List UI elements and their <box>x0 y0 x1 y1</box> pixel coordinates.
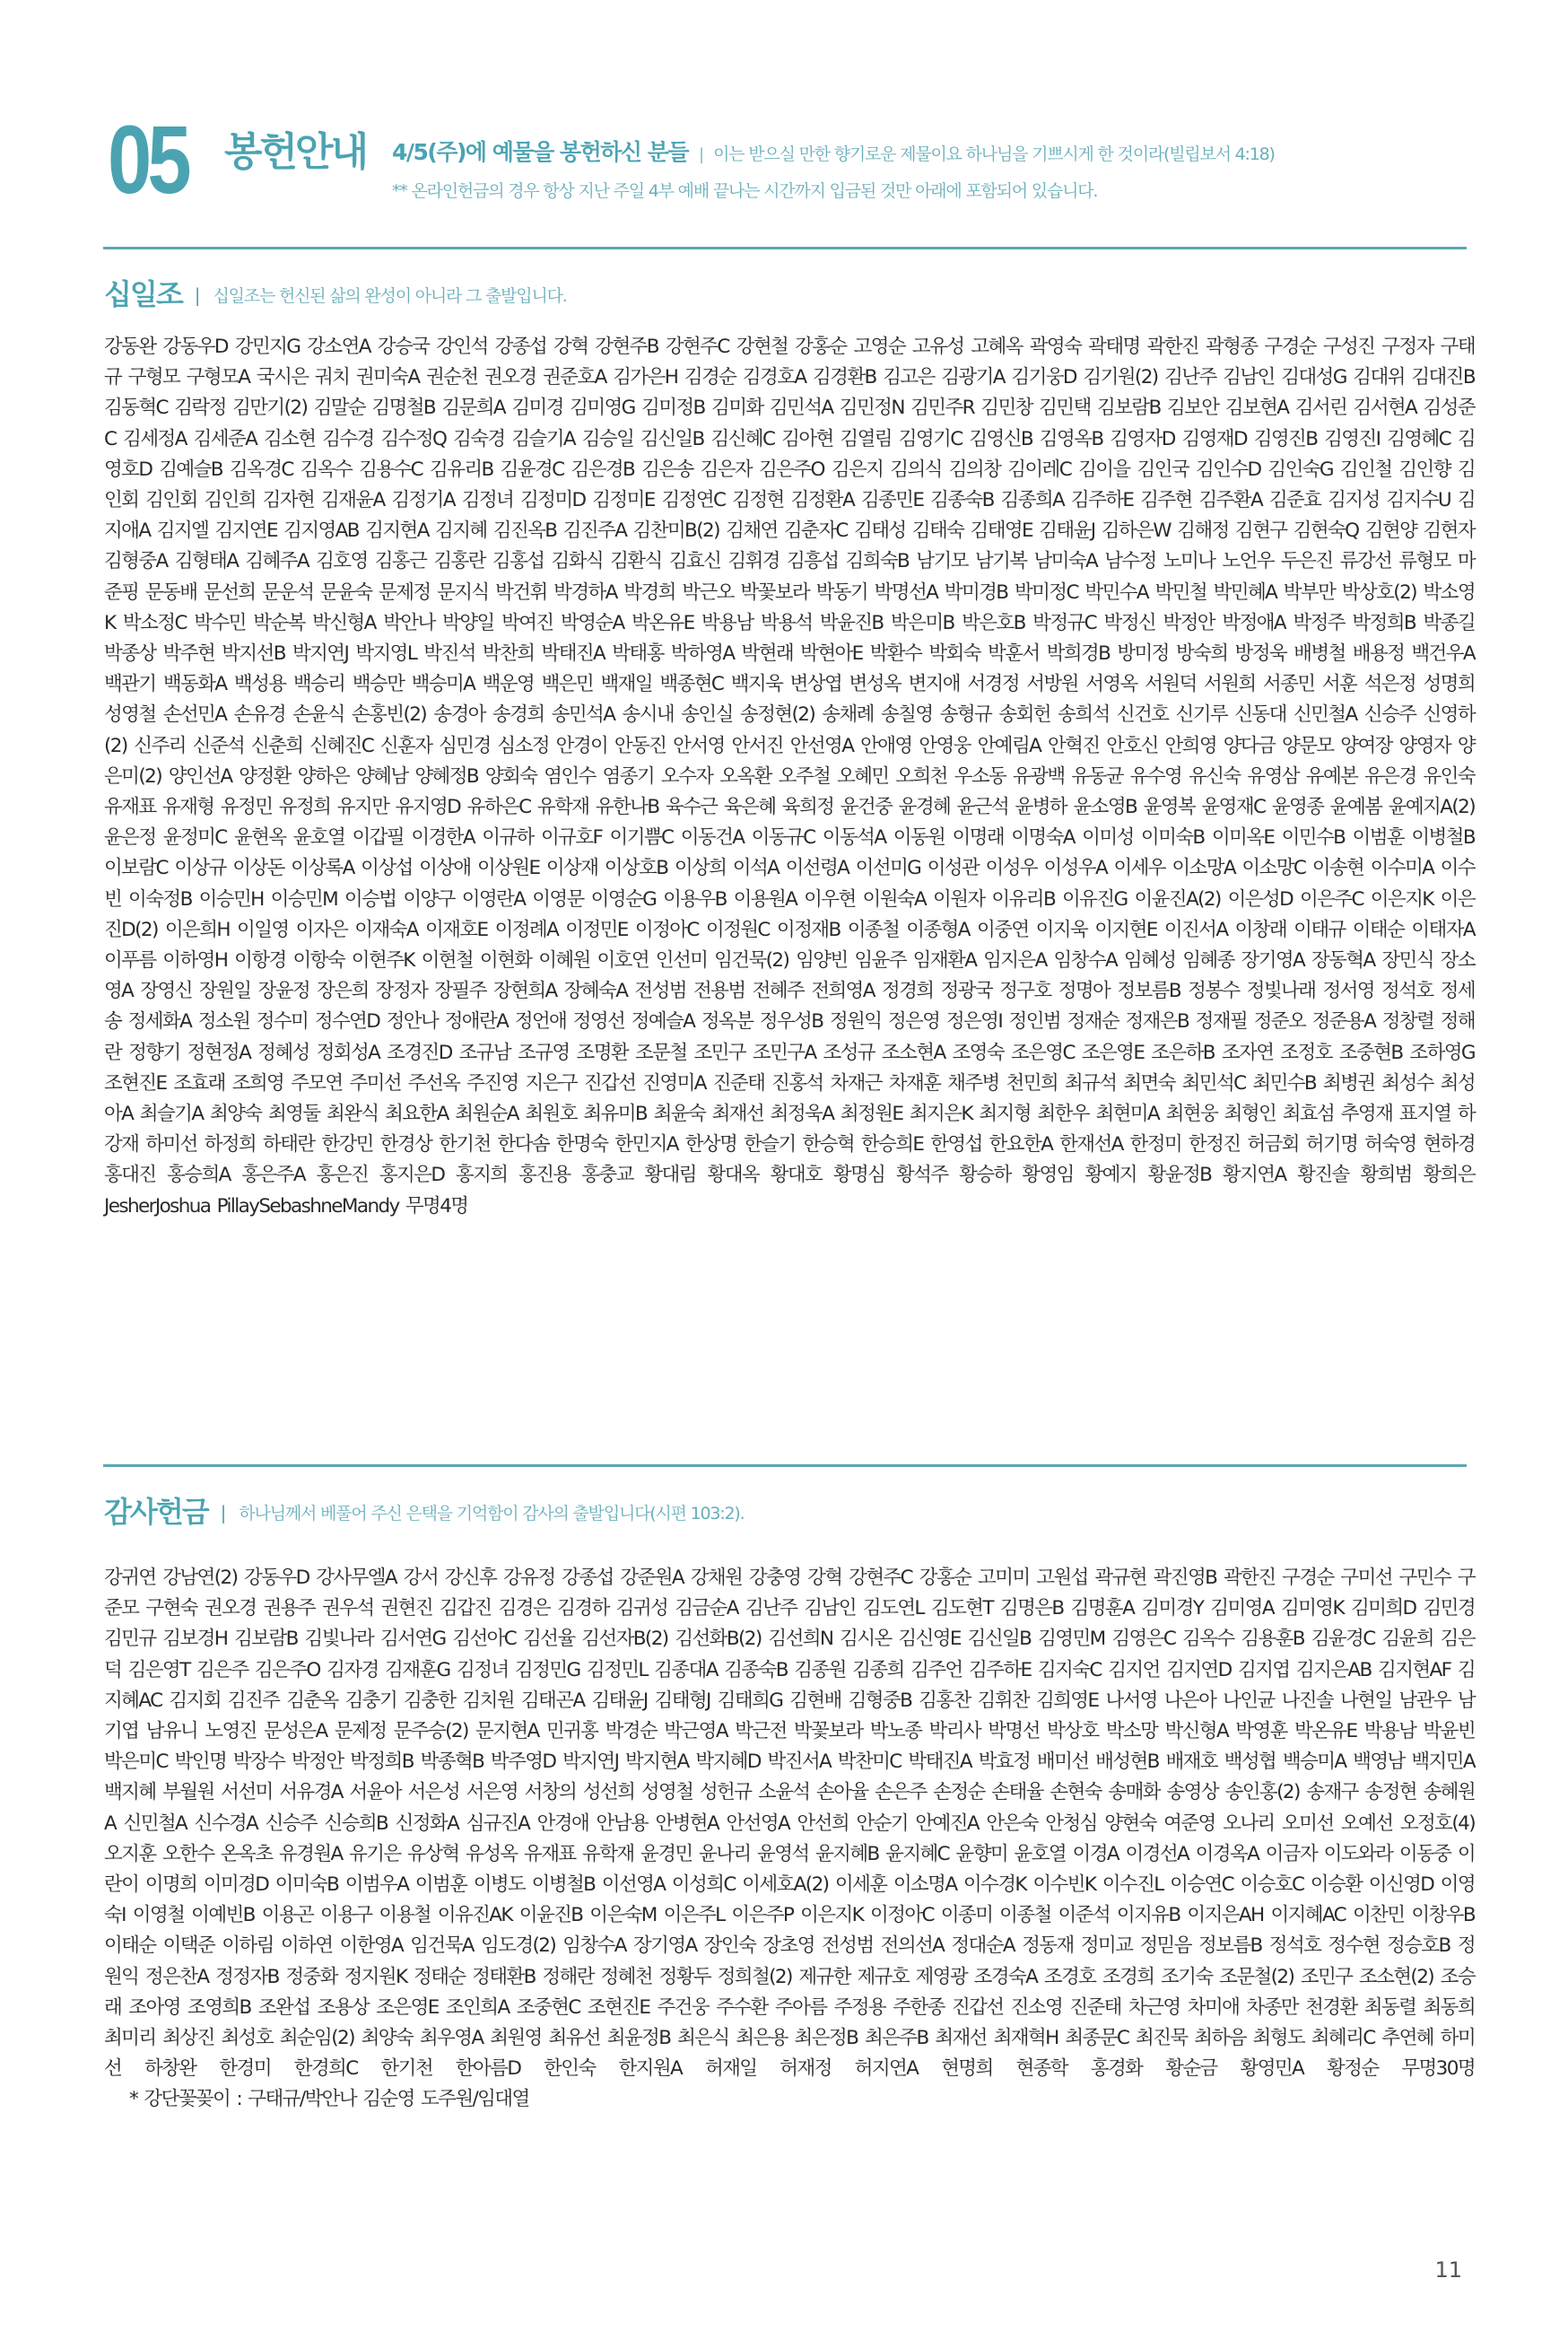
subtitle-line <box>392 135 1275 167</box>
tithe-description: 십일조는 헌신된 삶의 완성이 아니라 그 출발입니다. <box>213 286 567 306</box>
section-number: 05 <box>108 105 187 214</box>
thanksgiving-title: 감사헌금 <box>104 1495 208 1529</box>
online-offering-note: ** 온라인헌금의 경우 항상 지난 주일 4부 예배 끝나는 시간까지 입금된 것만 아래에 포함되어 있습니다. <box>392 181 1098 201</box>
thanksgiving-names: 강귀연 강남연(2) 강동우D 강사무엘A 강서 강신후 강유정 강종섭 강준원A 강채원 강충영 강혁 강현주C 강홍순 고미미 고원섭 곽규현 곽진영B 곽한진 구경순 구미선 구민수 구준모 구현숙 권오경 권용주 권우석 권현진 김갑진 김경은 김경하 김귀성 김금순A 김난주 김남인 김도연L 김도현T 김명은B 김명훈A 김미경Y 김미영A 김미영K 김미희D 김민경 김민규 김보경H 김보람B 김빛나라 김서연G 김선아C 김선율 김선자B(2) 김선화B(2) 김선희N 김시온 김신영E 김신일B 김영민M 김영은C 김옥수 김용훈B 김윤경C 김윤희 김은덕 김은영T 김은주 김은주O 김자경 김재훈G 김정녀 김정민G 김정민L 김종대A 김종숙B 김종원 김종희 김주언 김주하E 김지숙C 김지언 김지연D 김지엽 김지은AB 김지현AF 김지혜AC 김지회 김진주 김춘옥 김충기 김충한 김치원 김태곤A 김태윤J 김태형J 김태희G 김현배 김형중B 김홍찬 김휘찬 김희영E 나서영 나은아 나인균 나진솔 나현일 남관우 남기엽 남유니 노영진 문성은A 문제정 문주승(2) 문지현A 민귀홍 박경순 박근영A 박근전 박꽃보라 박노종 박리사 박명선 박상호 박소망 박신형A 박영훈 박온유E 박용남 박윤빈 박은미C 박인명 박장수 박정안 박정희B 박종혁B 박주영D 박지연J 박지현A 박지혜D 박진서A 박찬미C 박태진A 박효정 배미선 배성현B 배재호 백성협 백승미A 백영남 백지민A 백지혜 부월원 서선미 서유경A 서윤아 서은성 서은영 서창의 성선희 성영철 성헌규 소윤석 손아율 손은주 손정순 손태율 손현숙 송매화 송영상 송인홍(2) 송재구 송정현 송혜원A 신민철A 신수경A 신승주 신승희B 신정화A 심규진A 안경애 안남용 안병현A 안선영A 안선희 안순기 안예진A 안은숙 안청심 양현숙 여준영 오나리 오미선 오예선 오정호(4) 오지훈 오한수 온옥초 유경원A 유기은 유상혁 유성옥 유재표 유학재 윤경민 윤나리 윤영석 윤지혜B 윤지혜C 윤향미 윤호열 이경A 이경선A 이경옥A 이금자 이도와라 이동중 이란이 이명희 이미경D 이미숙B 이범우A 이범훈 이병도 이병철B 이선영A 이성희C 이세호A(2) 이세훈 이소명A 이수경K 이수빈K 이수진L 이승연C 이승호C 이승환 이신영D 이영숙I 이영철 이예빈B 이용곤 이용구 이용철 이유진AK 이윤진B 이은숙M 이은주L 이은주P 이은지K 이정아C 이종미 이종철 이준석 이지유B 이지은AH 이지혜AC 이찬민 이창우B 이태순 이택준 이하림 이하연 이한영A 임건묵A 임도경(2) 임창수A 장기영A 장인숙 장초영 전성범 전의선A 정대순A 정동재 정미교 정믿음 정보름B 정석호 정수현 정승호B 정원익 정은찬A 정정자B 정중화 정지원K 정태순 정태환B 정해란 정혜천 정황두 정희철(2) 제규한 제규호 제영광 조경숙A 조경호 조경희 조기숙 조문철(2) 조민구 조소현(2) 조승래 조아영 조영희B 조완섭 조용상 조은영E 조인희A 조중현C 조현진E 주건웅 주수환 주아름 주정용 주한종 진갑선 진소영 진준태 차근영 차미애 차종만 천경환 최동렬 최동희 최미리 최상진 최성호 최순임(2) 최양숙 최우영A 최원영 최유선 최윤정B 최은식 최은용 최은정B 최은주B 최재선 최재혁H 최종문C 최진묵 최하음 최형도 최혜리C 추연혜 하미선 하창완 한경미 한경희C 한기천 한아름D 한인숙 한지원A 허재일 허재정 허지연A 현명희 현종학 홍경화 황순금 황영민A 황정순 무명30명 <box>104 1567 1475 2081</box>
thanksgiving-name-list <box>104 1563 1475 2116</box>
page-title: 봉헌안내 <box>224 129 367 175</box>
tithe-heading <box>104 272 567 313</box>
altar-flower-footnote: * 강단꽃꽂이 : 구태규/박안나 김순영 도주원/임대열 <box>129 2088 529 2111</box>
thanksgiving-description: 하나님께서 베풀어 주신 은택을 기억함이 감사의 출발입니다(시편 103:2). <box>239 1504 745 1523</box>
tithe-name-list: 강동완 강동우D 강민지G 강소연A 강승국 강인석 강종섭 강혁 강현주B 강현주C 강현철 강홍순 고영순 고유성 고혜옥 곽영숙 곽태명 곽한진 곽형종 구경순 구성진 구정자 구태규 구형모 구형모A 국시은 궈치 권미숙A 권순천 권오경 권준호A 김가은H 김경순 김경호A 김경환B 김고은 김광기A 김기웅D 김기원(2) 김난주 김남인 김대성G 김대위 김대진B 김동혁C 김락정 김만기(2) 김말순 김명철B 김문희A 김미경 김미영G 김미정B 김미화 김민석A 김민정N 김민주R 김민창 김민택 김보람B 김보안 김보현A 김서린 김서현A 김성준C 김세정A 김세준A 김소현 김수경 김수정Q 김숙경 김슬기A 김승일 김신일B 김신혜C 김아현 김열림 김영기C 김영신B 김영옥B 김영자D 김영재D 김영진B 김영진I 김영혜C 김영호D 김예슬B 김옥경C 김옥수 김용수C 김유리B 김윤경C 김은경B 김은송 김은자 김은주O 김은지 김의식 김의창 김이레C 김이을 김인국 김인수D 김인숙G 김인철 김인향 김인회 김인회 김인희 김자현 김재윤A 김정기A 김정녀 김정미D 김정미E 김정연C 김정현 김정환A 김종민E 김종숙B 김종희A 김주하E 김주현 김주환A 김준효 김지성 김지수U 김지애A 김지엘 김지연E 김지영AB 김지현A 김지혜 김진옥B 김진주A 김찬미B(2) 김채연 김춘자C 김태성 김태숙 김태영E 김태윤J 김하은W 김해정 김현구 김현숙Q 김현양 김현자 김형중A 김형태A 김혜주A 김호영 김홍근 김홍란 김홍섭 김화식 김환식 김효신 김휘경 김흥섭 김희숙B 남기모 남기복 남미숙A 남수정 노미나 노언우 두은진 류강선 류형모 마준핑 문동배 문선희 문운석 문윤숙 문제정 문지식 박건휘 박경하A 박경희 박근오 박꽃보라 박동기 박명선A 박미경B 박미정C 박민수A 박민철 박민혜A 박부만 박상호(2) 박소영K 박소정C 박수민 박순복 박신형A 박안나 박양일 박여진 박영순A 박온유E 박용남 박용석 박윤진B 박은미B 박은호B 박정규C 박정신 박정안 박정애A 박정주 박정희B 박종길 박종상 박주현 박지선B 박지연J 박지영L 박진석 박찬희 박태진A 박태홍 박하영A 박현래 박현아E 박환수 박회숙 박훈서 박희경B 방미정 방숙희 방정욱 배병철 배용정 백건우A 백관기 백동화A 백성용 백승리 백승만 백승미A 백운영 백은민 백재일 백종현C 백지욱 변상엽 변성옥 변지애 서경정 서방원 서영옥 서원덕 서원희 서종민 서훈 석은정 성명희 성영철 손선민A 손유경 손윤식 손홍빈(2) 송경아 송경희 송민석A 송시내 송인실 송정현(2) 송채례 송칠영 송형규 송회헌 송희석 신건호 신기루 신동대 신민철A 신승주 신영하(2) 신주리 신준석 신춘희 신혜진C 신훈자 심민경 심소정 안경이 안동진 안서영 안서진 안선영A 안애영 안영웅 안예림A 안혁진 안호신 안희영 양다금 양문모 양여장 양영자 양은미(2) 양인선A 양정환 양하은 양혜남 양혜정B 양회숙 염인수 염종기 오수자 오옥환 오주철 오혜민 오희천 우소동 유광백 유동균 유수영 유신숙 유영삼 유예본 유은경 유인숙 유재표 유재형 유정민 유정희 유지만 유지영D 유하은C 유학재 유한나B 육수근 육은혜 육희정 윤건중 윤경혜 윤근석 윤병하 윤소영B 윤영복 윤영재C 윤영종 윤예봄 윤예지A(2) 윤은정 윤정미C 윤현옥 윤호열 이갑필 이경한A 이규하 이규호F 이기쁨C 이동건A 이동규C 이동석A 이동원 이명래 이명숙A 이미성 이미숙B 이미옥E 이민수B 이범훈 이병철B 이보람C 이상규 이상돈 이상록A 이상섭 이상애 이상원E 이상재 이상호B 이상희 이석A 이선령A 이선미G 이성관 이성우 이성우A 이세우 이소망A 이소망C 이송현 이수미A 이수빈 이숙정B 이승민H 이승민M 이승법 이양구 이영란A 이영문 이영순G 이용우B 이용원A 이우현 이원숙A 이원자 이유리B 이유진G 이윤진A(2) 이은성D 이은주C 이은지K 이은진D(2) 이은희H 이일영 이자은 이재숙A 이재호E 이정례A 이정민E 이정아C 이정원C 이정재B 이종철 이종형A 이중연 이지욱 이지현E 이진서A 이창래 이태규 이태순 이태자A 이푸름 이하영H 이항경 이항숙 이현주K 이현철 이현화 이혜원 이호연 인선미 임건묵(2) 임양빈 임윤주 임재환A 임지은A 임창수A 임혜성 임혜종 장기영A 장동혁A 장민식 장소영A 장영신 장원일 장윤정 장은희 장정자 장필주 장현희A 장혜숙A 전성범 전용범 전혜주 전희영A 정경희 정광국 정구호 정명아 정보름B 정봉수 정빛나래 정서영 정석호 정세송 정세화A 정소원 정수미 정수연D 정안나 정애란A 정언애 정영선 정예슬A 정옥분 정우성B 정원익 정은영 정은영I 정인범 정재순 정재은B 정재필 정준오 정준용A 정창렬 정해란 정향기 정현정A 정혜성 정회성A 조경진D 조규남 조규영 조명환 조문철 조민구 조민구A 조성규 조소현A 조영숙 조은영C 조은영E 조은하B 조자연 조정호 조중현B 조하영G 조현진E 조효래 조희영 주모연 주미선 주선옥 주진영 지은구 진갑선 진영미A 진준태 진홍석 차재근 차재훈 채주병 천민희 최규석 최면숙 최민석C 최민수B 최병권 최성수 최성아A 최슬기A 최양숙 최영둘 최완식 최요한A 최원순A 최원호 최유미B 최윤숙 최재선 최정욱A 최정원E 최지은K 최지형 최한우 최현미A 최현웅 최형인 최효섬 추영재 표지열 하강재 하미선 하정희 하태란 한강민 한경상 한기천 한다솜 한명숙 한민지A 한상명 한슬기 한승혁 한승희E 한영섭 한요한A 한재선A 한정미 한정진 허금회 허기명 허숙영 현하경 홍대진 홍승희A 홍은주A 홍은진 홍지은D 홍지희 홍진용 홍충교 황대림 황대옥 황대호 황명심 황석주 황승하 황영임 황예지 황윤정B 황지연A 황진솔 황희범 황희은 JesherJoshua PillaySebashneMandy 무명4명 <box>104 336 1475 1218</box>
verse-quote: 이는 받으실 만한 향기로운 제물이요 하나님을 기쁘시게 한 것이라(빌립보서 4:18) <box>713 144 1275 164</box>
divider <box>103 247 1467 249</box>
page-number: 11 <box>1434 2257 1462 2283</box>
subtitle: 4/5(주)에 예물을 봉헌하신 분들 <box>392 139 689 165</box>
thanksgiving-separator: | <box>220 1502 227 1523</box>
thanksgiving-heading <box>104 1489 744 1531</box>
tithe-title: 십일조 <box>104 277 182 311</box>
tithe-separator: | <box>194 284 201 306</box>
divider <box>103 1464 1467 1467</box>
page-header <box>103 105 1467 214</box>
subtitle-separator: | <box>699 145 705 164</box>
